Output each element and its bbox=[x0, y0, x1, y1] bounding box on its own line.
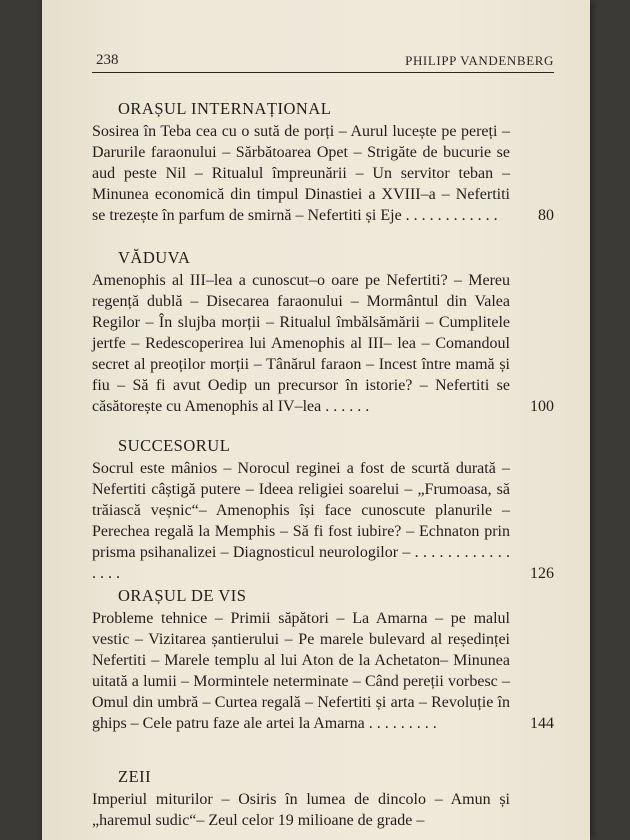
section-contents: Probleme tehnice – Primii săpători – La Amarna – pe malul vestic – Vizitarea șantierului – Pe marele bulevard al reședinței Nefertiti – Marele templu al lui Aton de la Achetaton– Minunea uitată a lumii – Mormintele neterminate – Când pereții vorbesc – Omul din umbră – Curtea regală – Nefertiti și arta – Revoluție în ghips – Cele patru faze ale artei la Amarna . . . . . . . . . bbox=[92, 610, 510, 732]
toc-entry bbox=[92, 608, 554, 734]
section-title: ZEII bbox=[118, 767, 152, 786]
toc-entry bbox=[92, 458, 554, 584]
toc-section-zeii bbox=[92, 766, 554, 831]
toc-entry bbox=[92, 789, 554, 831]
page-reference: 144 bbox=[530, 715, 554, 732]
page-reference: 126 bbox=[530, 565, 554, 582]
section-contents: Socrul este mânios – Norocul reginei a fost de scurtă durată – Nefertiti câștigă putere – Ideea religiei soarelui – „Frumoasa, să trăiască veșnic“– Amenophis își face cunoscute planurile – Perechea regală la Memphis – Să fi fost iubire? – Echnaton prin prisma psihanalizei – Diagnosticul neurologilor – . . . . . . . . . . . . . . . . bbox=[92, 460, 510, 582]
page-header bbox=[92, 50, 554, 73]
section-title: ORAȘUL INTERNAȚIONAL bbox=[118, 99, 332, 118]
section-title: ORAȘUL DE VIS bbox=[118, 586, 247, 605]
section-contents: Imperiul miturilor – Osiris în lumea de dincolo – Amun și „haremul sudic“– Zeul celor 19 milioane de grade – bbox=[92, 791, 510, 829]
toc-section-orasul-de-vis bbox=[92, 585, 554, 734]
page-reference: 80 bbox=[538, 207, 554, 224]
section-title: VĂDUVA bbox=[118, 248, 191, 267]
toc-section-vaduva bbox=[92, 247, 554, 417]
section-contents: Sosirea în Teba cea cu o sută de porți – Aurul lucește pe pereți – Darurile faraonului – Sărbătoarea Opet – Strigăte de bucurie se aud peste Nil – Ritualul împreunării – Un servitor teban – Minunea economică din timpul Dinastiei a XVIII–a – Nefertiti se trezește în parfum de smirnă – Nefertiti și Eje . . . . . . . . . . . . bbox=[92, 123, 510, 224]
running-head-author: PHILIPP VANDENBERG bbox=[405, 53, 554, 68]
toc-entry bbox=[92, 121, 554, 226]
page-reference: 100 bbox=[530, 398, 554, 415]
toc-entry bbox=[92, 270, 554, 417]
section-title: SUCCESORUL bbox=[118, 436, 231, 455]
section-contents: Amenophis al III–lea a cunoscut–o oare pe Nefertiti? – Mereu regență dublă – Disecarea faraonului – Mormântul din Valea Regilor – În slujba morții – Ritualul îmbălsămării – Cumplitele jertfe – Redescoperirea lui Amenophis al III– lea – Comandoul secret al preoților morții – Tânărul faraon – Incest între mamă și fiu – Să fi avut Oedip un precursor în istorie? – Nefertiti se căsătorește cu Amenophis al IV–lea . . . . . . bbox=[92, 272, 510, 415]
toc-section-orasul-international bbox=[92, 98, 554, 226]
toc-section-succesorul bbox=[92, 435, 554, 584]
page-number: 238 bbox=[96, 52, 119, 68]
book-page bbox=[42, 0, 590, 840]
